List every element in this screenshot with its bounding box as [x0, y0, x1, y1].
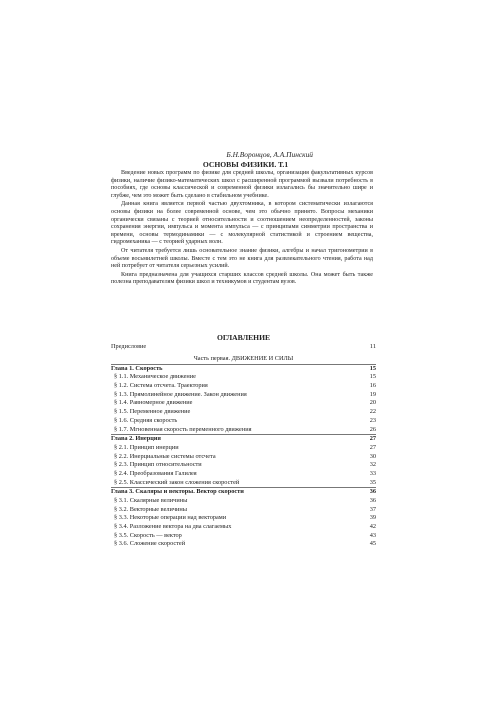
toc-section-page: 45	[369, 540, 376, 548]
toc-section-row	[111, 399, 376, 408]
toc-section-page: 20	[369, 399, 376, 407]
toc-section-title: § 1.6. Средняя скорость	[114, 416, 178, 424]
toc-section-row	[111, 523, 376, 532]
toc-section-row	[111, 391, 376, 400]
toc-preface-page: 11	[369, 343, 376, 350]
toc-section-title: § 3.2. Векторные величины	[114, 505, 188, 513]
toc-chapter-page: 15	[369, 364, 376, 372]
toc-section-page: 37	[369, 505, 376, 513]
description-paragraph: Книга предназначена для учащихся старших классов средней школы. Она может быть также полезна преподавателям физики школ и техникумов и студентам вузов.	[111, 271, 373, 286]
table-of-contents	[111, 343, 376, 549]
toc-chapter-title: Глава 1. Скорость	[111, 364, 163, 372]
toc-chapter-title: Глава 3. Скаляры и векторы. Вектор скорости	[111, 488, 244, 496]
toc-section-title: § 2.2. Инерциальные системы отсчета	[114, 452, 216, 460]
toc-section-title: § 1.1. Механическое движение	[114, 373, 196, 381]
toc-section-page: 23	[369, 416, 376, 424]
toc-section-title: § 1.5. Переменное движение	[114, 408, 191, 416]
toc-section-title: § 2.3. Принцип относительности	[114, 461, 202, 469]
book-title: ОСНОВЫ ФИЗИКИ. Т.1	[202, 160, 289, 169]
toc-section-row	[111, 444, 376, 453]
toc-section-title: § 2.5. Классический закон сложения скоростей	[114, 478, 240, 486]
toc-chapter-page: 36	[369, 488, 376, 496]
toc-section-page: 22	[369, 408, 376, 416]
toc-section-page: 35	[369, 478, 376, 486]
toc-section-row	[111, 479, 376, 488]
toc-section-title: § 3.6. Сложение скоростей	[114, 540, 186, 548]
toc-section-title: § 3.4. Разложение вектора на два слагаемых	[114, 523, 232, 531]
toc-section-title: § 1.3. Прямолинейное движение. Закон движения	[114, 390, 247, 398]
toc-section-row	[111, 540, 376, 549]
toc-chapter-row	[111, 364, 376, 374]
book-header	[0, 150, 491, 169]
toc-section-title: § 3.3. Некоторые операции над векторами	[114, 514, 227, 522]
toc-section-row	[111, 497, 376, 506]
toc-preface-title: Предисловие	[111, 343, 147, 350]
toc-chapter-row	[111, 487, 376, 497]
toc-section-row	[111, 382, 376, 391]
toc-chapter-title: Глава 2. Инерция	[111, 435, 161, 443]
toc-section-row	[111, 532, 376, 541]
toc-section-row	[111, 461, 376, 470]
toc-chapter-page: 27	[369, 435, 376, 443]
toc-part-title: Часть первая. ДВИЖЕНИЕ И СИЛЫ	[193, 354, 294, 362]
description-paragraph: От читателя требуется лишь основательное знание физики, алгебры и начал тригонометрии в объеме восьмилетней школы. Вместе с тем это не книга для развлекательного чтения, работа над ней потребует от читателя серьезных усилий.	[111, 247, 373, 270]
toc-heading: ОГЛАВЛЕНИЕ	[216, 333, 271, 342]
toc-section-title: § 1.2. Система отсчета. Траектория	[114, 382, 208, 390]
toc-section-page: 42	[369, 523, 376, 531]
toc-section-row	[111, 514, 376, 523]
description-paragraph: Данная книга является первой частью двухтомника, в котором систематически излагаются основы физики на более современной основе, чем это обычно принято. Вопросы механики органически связаны с теорией относительности и соотношением неопределенностей, законы сохранения энергии, импульса и момента импульса — с принципами симметрии пространства и времени, основы термодинамики — с молекулярной статистикой и строением вещества, гидромеханика — с теорией ударных волн.	[111, 201, 373, 246]
toc-chapter-row	[111, 434, 376, 444]
toc-section-page: 26	[369, 425, 376, 433]
toc-section-row	[111, 506, 376, 515]
toc-section-page: 16	[369, 382, 376, 390]
toc-section-title: § 3.5. Скорость — вектор	[114, 531, 182, 539]
toc-section-page: 27	[369, 443, 376, 451]
toc-section-row	[111, 373, 376, 382]
toc-section-page: 36	[369, 497, 376, 504]
toc-section-row	[111, 426, 376, 435]
toc-section-page: 43	[369, 531, 376, 539]
toc-section-page: 32	[369, 461, 376, 469]
toc-section-title: § 2.4. Преобразования Галилея	[114, 469, 197, 477]
toc-section-row	[111, 408, 376, 417]
toc-section-title: § 1.4. Равномерное движение	[114, 399, 193, 407]
toc-section-row	[111, 470, 376, 479]
toc-section-row	[111, 453, 376, 462]
toc-section-page: 30	[369, 452, 376, 460]
description-paragraph: Введение новых программ по физике для средней школы, организация факультативных курсов физики, наличие физико-математических школ с расширенной программой вызвали потребность в пособиях, где основы классической и современной физики излагались бы значительно шире и глубже, чем это может быть сделано в стабильном учебнике.	[111, 170, 373, 199]
toc-section-page: 15	[369, 373, 376, 381]
authors: Б.Н.Воронцов, А.А.Пинский	[226, 150, 313, 159]
toc-section-row	[111, 417, 376, 426]
toc-section-page: 19	[369, 390, 376, 398]
book-description	[111, 170, 373, 287]
toc-section-title: § 2.1. Принцип инерции	[114, 443, 179, 451]
toc-section-page: 33	[369, 469, 376, 477]
toc-preface-row	[111, 343, 376, 352]
toc-section-title: § 1.7. Мгновенная скорость переменного движения	[114, 425, 252, 433]
toc-section-page: 39	[369, 514, 376, 522]
toc-section-title: § 3.1. Скалярные величины	[114, 497, 188, 504]
